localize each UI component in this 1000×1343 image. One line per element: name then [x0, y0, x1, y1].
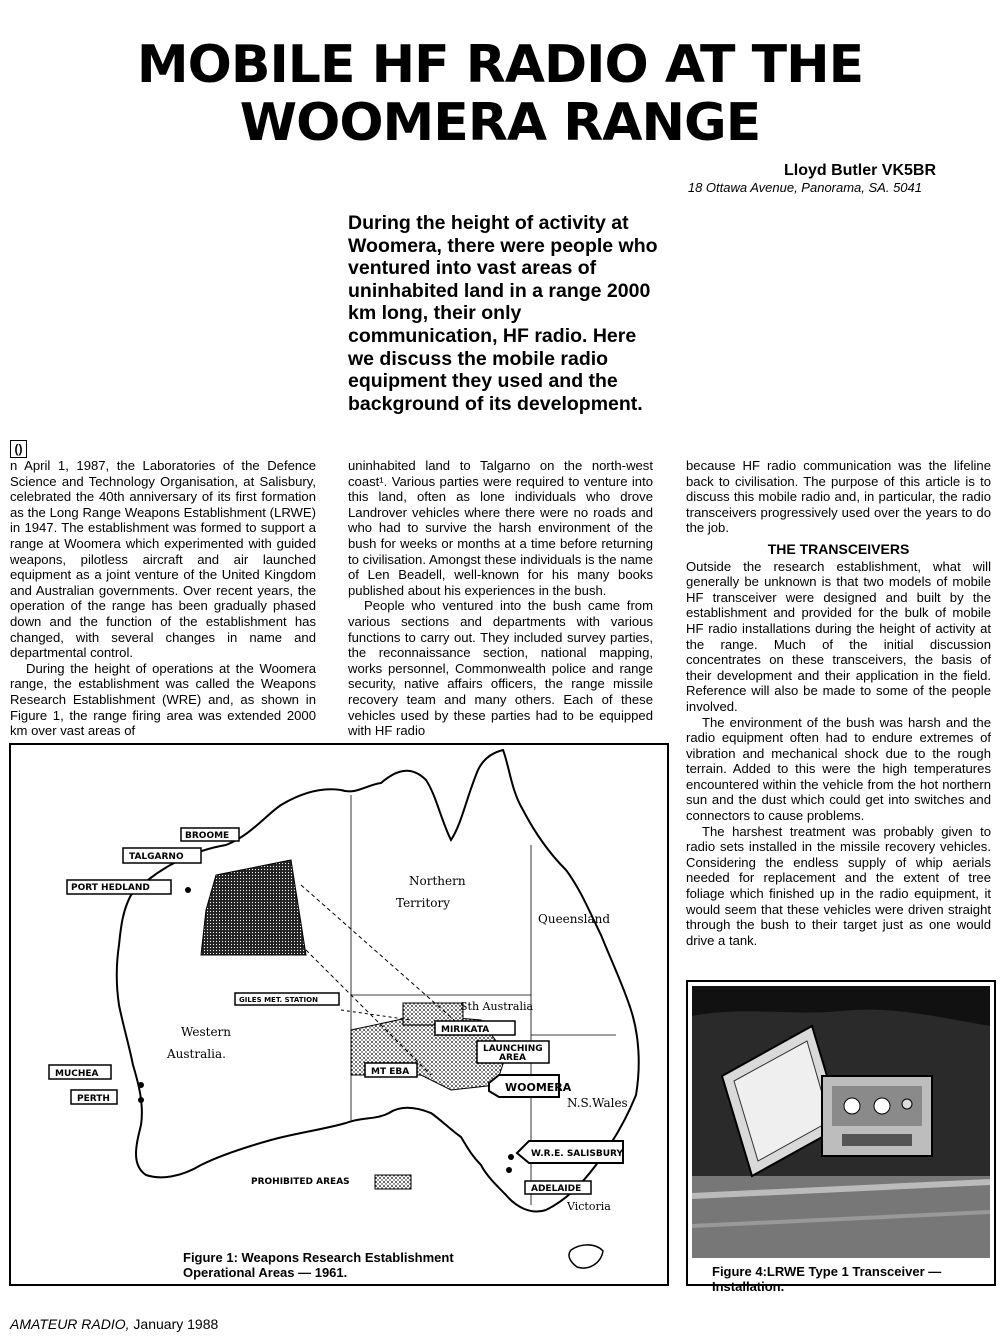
figure-1-caption: Figure 1: Weapons Research Establishment Operational Areas — 1961.: [183, 1250, 454, 1280]
svg-text:TALGARNO: TALGARNO: [129, 852, 184, 862]
svg-text:GILES MET. STATION: GILES MET. STATION: [239, 996, 318, 1004]
paragraph: uninhabited land to Talgarno on the north-west coast¹. Various parties were required to venture into this land, often as lone individuals who drove Landrover vehicles where there were no roads and who had to survive the harsh environment of the bush for weeks or months at a time before returning to civilisation. Amongst these individuals is the name of Len Beadell, well-known for his many books published about his experiences in the bush.: [348, 458, 653, 598]
svg-text:MUCHEA: MUCHEA: [55, 1069, 99, 1079]
svg-text:PROHIBITED AREAS: PROHIBITED AREAS: [251, 1177, 350, 1187]
label-woomera: [489, 1075, 572, 1097]
svg-text:Northern: Northern: [409, 874, 466, 888]
page-footer: [10, 1316, 218, 1332]
label-talgarno: [123, 848, 201, 863]
svg-text:W.R.E. SALISBURY: W.R.E. SALISBURY: [531, 1149, 623, 1159]
svg-text:Western: Western: [181, 1025, 232, 1039]
label-adelaide: [525, 1181, 591, 1194]
svg-text:MIRIKATA: MIRIKATA: [441, 1025, 490, 1035]
label-launching-area: [477, 1041, 549, 1063]
label-wre-salisbury: [517, 1141, 623, 1163]
paragraph: People who ventured into the bush came from various sections and departments with various functions to carry out. They included survey parties, the reconnaissance section, national mapping, works personnel, Commonwealth police and range security, native affairs officers, the range missile recovery team and many others. Each of these vehicles used by these parties had to be equipped with HF radio: [348, 598, 653, 739]
svg-text:Territory: Territory: [396, 896, 451, 910]
svg-text:N.S.Wales: N.S.Wales: [567, 1096, 628, 1110]
paragraph: Outside the research establishment, what will generally be unknown is that two models of mobile HF transceiver were designed and built by the establishment and provided for the bulk of mobile HF radio installations during the height of activity at the range. Much of the initial discussion concentrates on these transceivers, the basis of their development and their application in the field. Reference will also be made to some of the people involved.: [686, 558, 991, 714]
label-muchea: [49, 1065, 111, 1079]
paragraph: The environment of the bush was harsh and the radio equipment often had to endure extremes of vibration and mechanical shock due to the rough terrain. Added to this were the high temperatures encountered within the vehicle from the hot northern sun and the dust which could get into switches and connectors to cause problems.: [686, 714, 991, 824]
paragraph: because HF radio communication was the lifeline back to civilisation. The purpose of this article is to discuss this mobile radio and, in particular, the radio transceivers progressively used over the years to do the job.: [686, 458, 991, 536]
paragraph: The harshest treatment was probably given to radio sets installed in the missile recovery vehicles. Considering the endless supply of whip aerials needed for replacement and the extent of tree foliage which finished up in the radio equipment, it would seem that these vehicles were driven straight through the bush to their target just as one would drive a tank.: [686, 823, 991, 948]
title-line-1: MOBILE HF RADIO AT THE: [136, 35, 864, 95]
author-address: 18 Ottawa Avenue, Panorama, SA. 5041: [687, 180, 922, 195]
svg-text:PORT HEDLAND: PORT HEDLAND: [71, 883, 150, 893]
svg-text:AREA: AREA: [499, 1053, 527, 1063]
figure-4-photo: [686, 980, 996, 1294]
drop-cap: (): [10, 440, 27, 458]
author-name: Lloyd Butler VK5BR: [783, 162, 936, 179]
svg-text:LAUNCHING: LAUNCHING: [483, 1044, 543, 1054]
label-broome: [181, 828, 239, 841]
svg-text:WOOMERA: WOOMERA: [505, 1081, 572, 1094]
svg-text:PERTH: PERTH: [77, 1094, 110, 1104]
lead-paragraph: During the height of activity at Woomera, there were people who ventured into vast areas of uninhabited land in a range 2000 km long, their only communication, HF radio. Here we discuss the mobile radio equipment they used and the background of its development.: [348, 212, 658, 415]
figure-1-map: [9, 743, 669, 1286]
paragraph: During the height of operations at the Woomera range, the establishment was called the Weapons Research Establishment (WRE) and, as shown in Figure 1, the range firing area was extended 2000 km over vast areas of: [10, 660, 316, 739]
svg-text:ADELAIDE: ADELAIDE: [531, 1184, 582, 1194]
svg-text:Queensland: Queensland: [538, 912, 611, 926]
issue-date: January 1988: [129, 1316, 219, 1332]
svg-text:BROOME: BROOME: [185, 831, 230, 841]
label-mirikata: [435, 1021, 515, 1035]
svg-text:Australia.: Australia.: [167, 1047, 226, 1061]
text-column-1: [10, 458, 316, 739]
section-heading: THE TRANSCEIVERS: [767, 540, 910, 557]
title-line-2: WOOMERA RANGE: [239, 93, 761, 153]
label-perth: [71, 1090, 117, 1104]
text-column-2: [348, 458, 653, 739]
label-giles: [235, 993, 339, 1005]
svg-text:Sth Australia: Sth Australia: [460, 1000, 534, 1013]
tasmania-shape: [569, 1245, 603, 1268]
text-column-3: [686, 458, 991, 948]
paragraph: n April 1, 1987, the Laboratories of the Defence Science and Technology Organisation, at Salisbury, celebrated the 40th anniversary of its first formation as the Long Range Weapons Establishment (LRWE) in 1947. The establishment was formed to support a range at Woomera which experimented with guided weapons, pilotless aircraft and air launched equipment as a joint venture of the United Kingdom and Australian governments. Over recent years, the operation of the range has been gradually phased down and the function of the establishment has changed, with several changes in name and departmental control.: [10, 458, 316, 661]
svg-text:MT EBA: MT EBA: [371, 1067, 410, 1077]
label-port-hedland: [67, 880, 171, 894]
svg-text:Victoria: Victoria: [567, 1200, 611, 1213]
figure-4-caption: Figure 4:LRWE Type 1 Transceiver — Installation.: [712, 1264, 942, 1294]
transceiver-photo: [692, 986, 990, 1258]
label-mt-eba: [365, 1063, 417, 1077]
magazine-name: AMATEUR RADIO,: [10, 1316, 130, 1332]
article-title: [0, 36, 1000, 152]
legend-prohibited-areas: [251, 1175, 411, 1189]
australia-map: [11, 745, 667, 1284]
